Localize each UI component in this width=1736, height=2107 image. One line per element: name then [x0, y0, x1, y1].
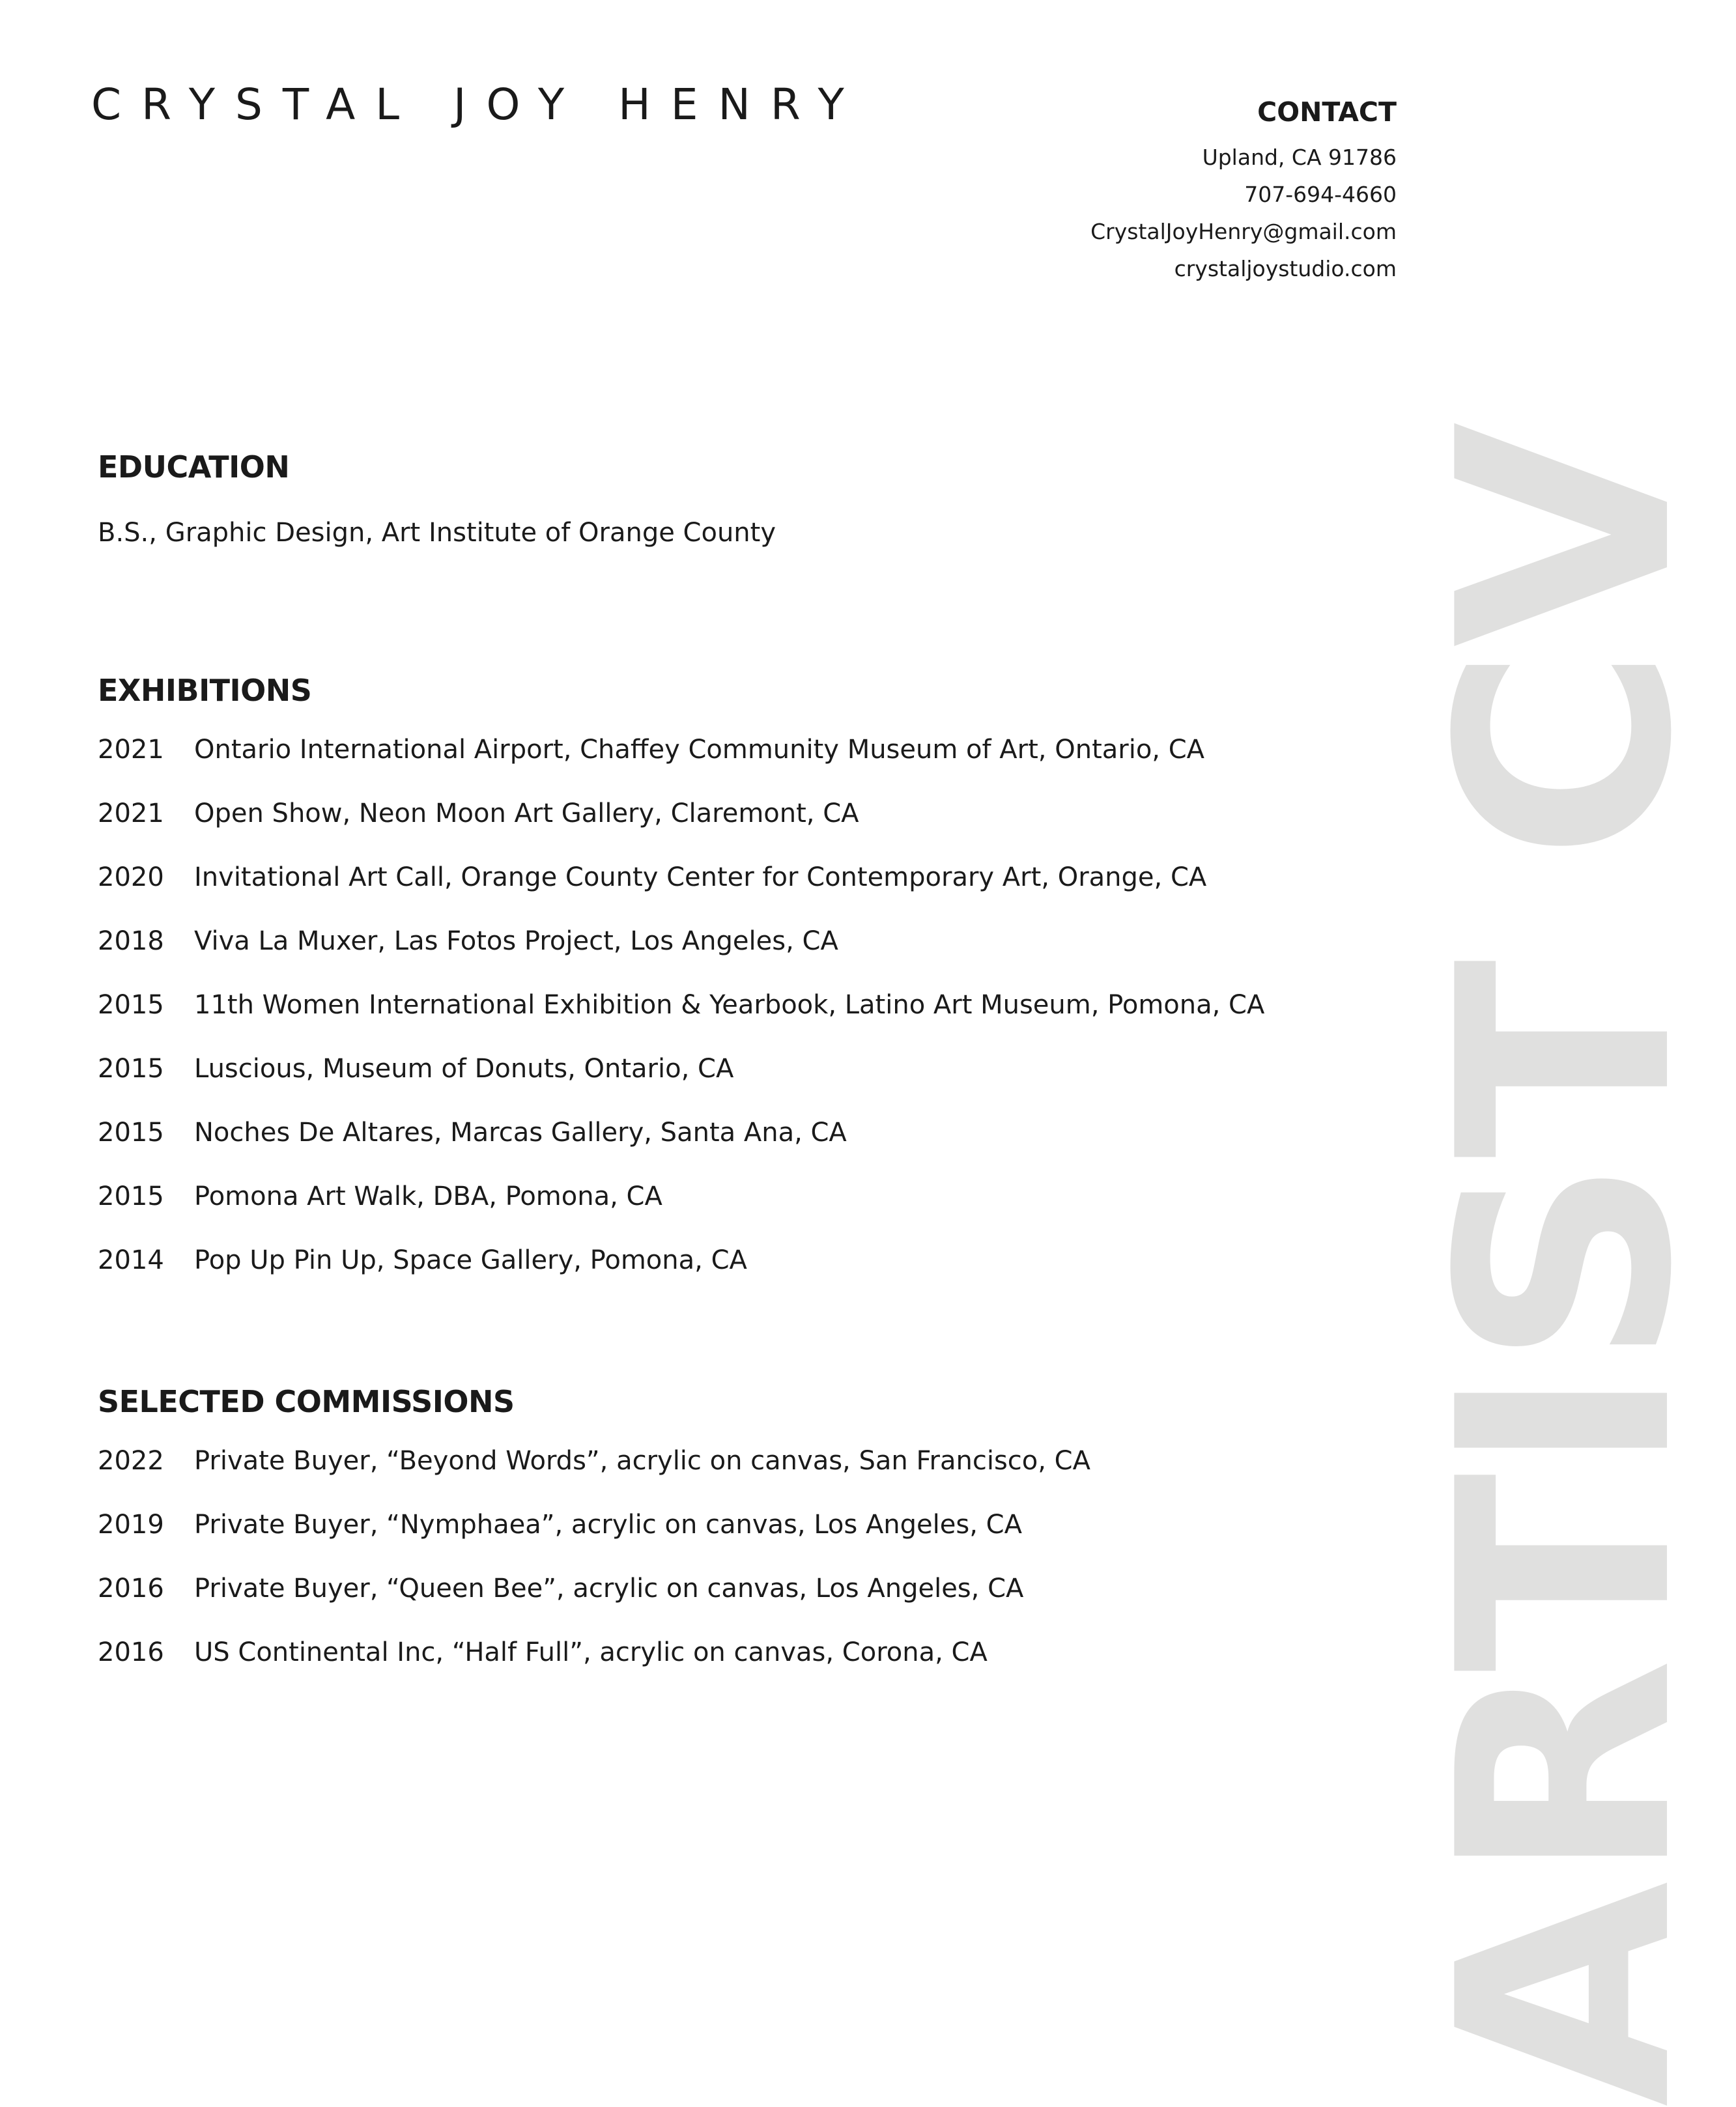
exhibition-entry	[98, 928, 1264, 992]
exhibition-year: 2015	[98, 1118, 164, 1148]
commission-entry	[98, 1639, 1090, 1703]
exhibitions-section	[98, 675, 1264, 1311]
exhibition-description: 11th Women International Exhibition & Yearbook, Latino Art Museum, Pomona, CA	[194, 990, 1265, 1020]
exhibition-year: 2015	[98, 1181, 164, 1211]
exhibitions-list	[98, 737, 1264, 1311]
commission-year: 2016	[98, 1637, 164, 1667]
exhibition-entry	[98, 864, 1264, 928]
commissions-title: SELECTED COMMISSIONS	[98, 1384, 515, 1419]
exhibitions-title: EXHIBITIONS	[98, 673, 312, 708]
exhibition-entry	[98, 1056, 1264, 1120]
exhibition-entry	[98, 737, 1264, 800]
exhibition-year: 2021	[98, 799, 164, 828]
exhibition-description: Viva La Muxer, Las Fotos Project, Los Angeles, CA	[194, 926, 838, 956]
exhibition-entry	[98, 992, 1264, 1056]
commission-entry	[98, 1448, 1090, 1512]
education-title: EDUCATION	[98, 449, 290, 485]
exhibition-entry	[98, 1183, 1264, 1247]
exhibition-year: 2015	[98, 1054, 164, 1084]
exhibition-description: Invitational Art Call, Orange County Center for Contemporary Art, Orange, CA	[194, 862, 1207, 892]
contact-website: crystaljoystudio.com	[1174, 256, 1397, 281]
education-section	[98, 449, 776, 548]
commission-entry	[98, 1576, 1090, 1639]
exhibition-entry	[98, 1247, 1264, 1311]
commissions-section	[98, 1384, 1090, 1703]
exhibition-description: Pomona Art Walk, DBA, Pomona, CA	[194, 1181, 662, 1211]
commissions-list	[98, 1448, 1090, 1703]
exhibition-year: 2018	[98, 926, 164, 956]
artist-cv-watermark: ARTIST CV	[1396, 423, 1736, 2107]
exhibition-description: Luscious, Museum of Donuts, Ontario, CA	[194, 1054, 734, 1084]
commission-year: 2019	[98, 1510, 164, 1540]
exhibition-year: 2014	[98, 1245, 164, 1275]
contact-phone: 707-694-4660	[1244, 182, 1397, 207]
exhibition-year: 2015	[98, 990, 164, 1020]
artist-name: CRYSTAL JOY HENRY	[91, 79, 864, 130]
commission-year: 2022	[98, 1446, 164, 1476]
exhibition-description: Pop Up Pin Up, Space Gallery, Pomona, CA	[194, 1245, 747, 1275]
exhibition-description: Ontario International Airport, Chaffey Community Museum of Art, Ontario, CA	[194, 735, 1205, 765]
contact-title: CONTACT	[1257, 96, 1397, 128]
education-degree: B.S., Graphic Design, Art Institute of Orange County	[98, 518, 776, 548]
exhibition-year: 2021	[98, 735, 164, 765]
exhibition-year: 2020	[98, 862, 164, 892]
commission-description: Private Buyer, “Queen Bee”, acrylic on canvas, Los Angeles, CA	[194, 1574, 1024, 1604]
commission-description: US Continental Inc, “Half Full”, acrylic on canvas, Corona, CA	[194, 1637, 988, 1667]
exhibition-description: Noches De Altares, Marcas Gallery, Santa Ana, CA	[194, 1118, 847, 1148]
exhibition-entry	[98, 800, 1264, 864]
commission-year: 2016	[98, 1574, 164, 1604]
contact-block	[1090, 96, 1397, 287]
exhibition-description: Open Show, Neon Moon Art Gallery, Claremont, CA	[194, 799, 859, 828]
commission-entry	[98, 1512, 1090, 1576]
contact-address: Upland, CA 91786	[1202, 145, 1397, 170]
commission-description: Private Buyer, “Nymphaea”, acrylic on canvas, Los Angeles, CA	[194, 1510, 1022, 1540]
exhibition-entry	[98, 1120, 1264, 1183]
contact-email: CrystalJoyHenry@gmail.com	[1090, 219, 1397, 244]
commission-description: Private Buyer, “Beyond Words”, acrylic on canvas, San Francisco, CA	[194, 1446, 1090, 1476]
